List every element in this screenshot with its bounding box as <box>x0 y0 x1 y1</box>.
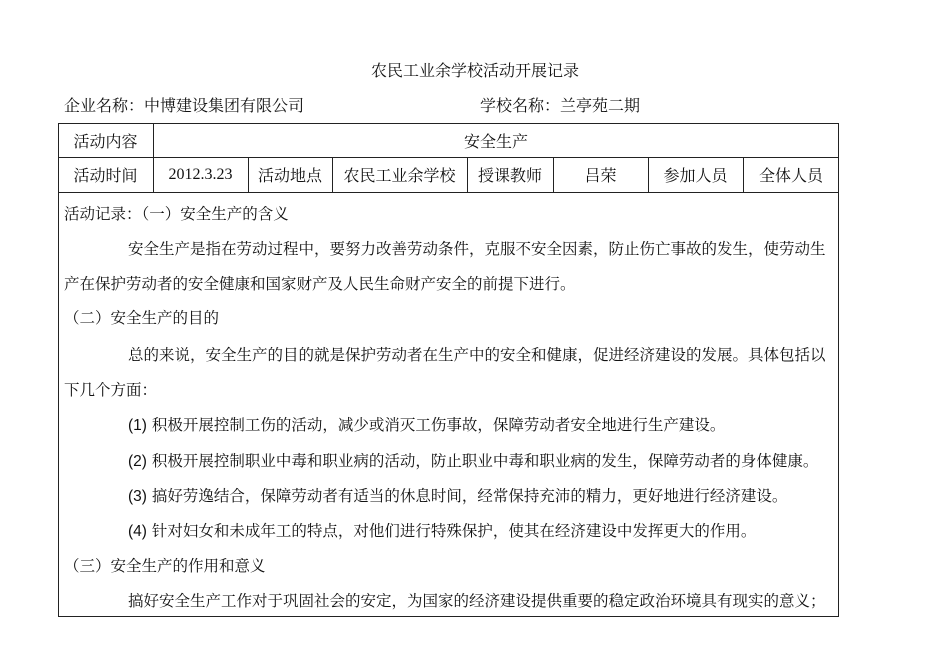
section3-paragraph-line1: 搞好安全生产工作对于巩固社会的安定，为国家的经济建设提供重要的稳定政治环境具有现实的意义； <box>128 592 826 610</box>
section2-paragraph-line1: 总的来说，安全生产的目的就是保护劳动者在生产中的安全和健康，促进经济建设的发展。具体包括以 <box>128 346 826 364</box>
list-item <box>128 484 787 506</box>
list-item-text: 积极开展控制职业中毒和职业病的活动，防止职业中毒和职业病的发生，保障劳动者的身体健康。 <box>151 452 819 470</box>
activity-time-label: 活动时间 <box>73 166 138 185</box>
list-item-text: 搞好劳逸结合，保障劳动者有适当的休息时间，经常保持充沛的精力，更好地进行经济建设。 <box>151 487 788 505</box>
section1-title: （一）安全生产的含义 <box>141 205 289 223</box>
teacher-label: 授课教师 <box>477 166 542 185</box>
activity-place-value: 农民工业余学校 <box>343 166 456 185</box>
section1-paragraph-line2: 产在保护劳动者的安全健康和国家财产及人民生命财产安全的前提下进行。 <box>64 275 576 293</box>
participants-label: 参加人员 <box>663 166 728 185</box>
activity-content-label: 活动内容 <box>73 131 138 151</box>
record-table <box>58 123 839 617</box>
school-name: 学校名称：兰亭苑二期 <box>480 96 641 115</box>
section1-paragraph-line1: 安全生产是指在劳动过程中，要努力改善劳动条件，克服不安全因素，防止伤亡事故的发生，使劳动生 <box>128 240 826 258</box>
row-divider-2 <box>58 192 839 193</box>
section2-title: （二）安全生产的目的 <box>64 309 220 327</box>
section3-title: （三）安全生产的作用和意义 <box>64 557 266 575</box>
list-item-number: (1) <box>128 417 147 434</box>
activity-time-value: 2012.3.23 <box>168 165 233 183</box>
teacher-value: 吕荣 <box>584 166 617 185</box>
list-item-number: (3) <box>128 488 147 505</box>
list-item-number: (4) <box>128 523 147 540</box>
list-item <box>128 449 818 471</box>
list-item-text: 积极开展控制工伤的活动，减少或消灭工伤事故，保障劳动者安全地进行生产建设。 <box>151 416 726 434</box>
record-heading <box>64 202 289 224</box>
section2-paragraph-line2: 下几个方面： <box>64 381 158 399</box>
company-name: 企业名称：中博建设集团有限公司 <box>64 96 305 115</box>
list-item-text: 针对妇女和未成年工的特点，对他们进行特殊保护，使其在经济建设中发挥更大的作用。 <box>151 522 757 540</box>
activity-content-value: 安全生产 <box>463 131 528 151</box>
document-title: 农民工业余学校活动开展记录 <box>370 61 579 80</box>
participants-value: 全体人员 <box>758 166 823 185</box>
list-item <box>128 519 756 541</box>
record-heading-label: 活动记录： <box>64 205 142 223</box>
list-item-number: (2) <box>128 453 147 470</box>
list-item <box>128 413 725 435</box>
activity-place-label: 活动地点 <box>257 166 322 185</box>
